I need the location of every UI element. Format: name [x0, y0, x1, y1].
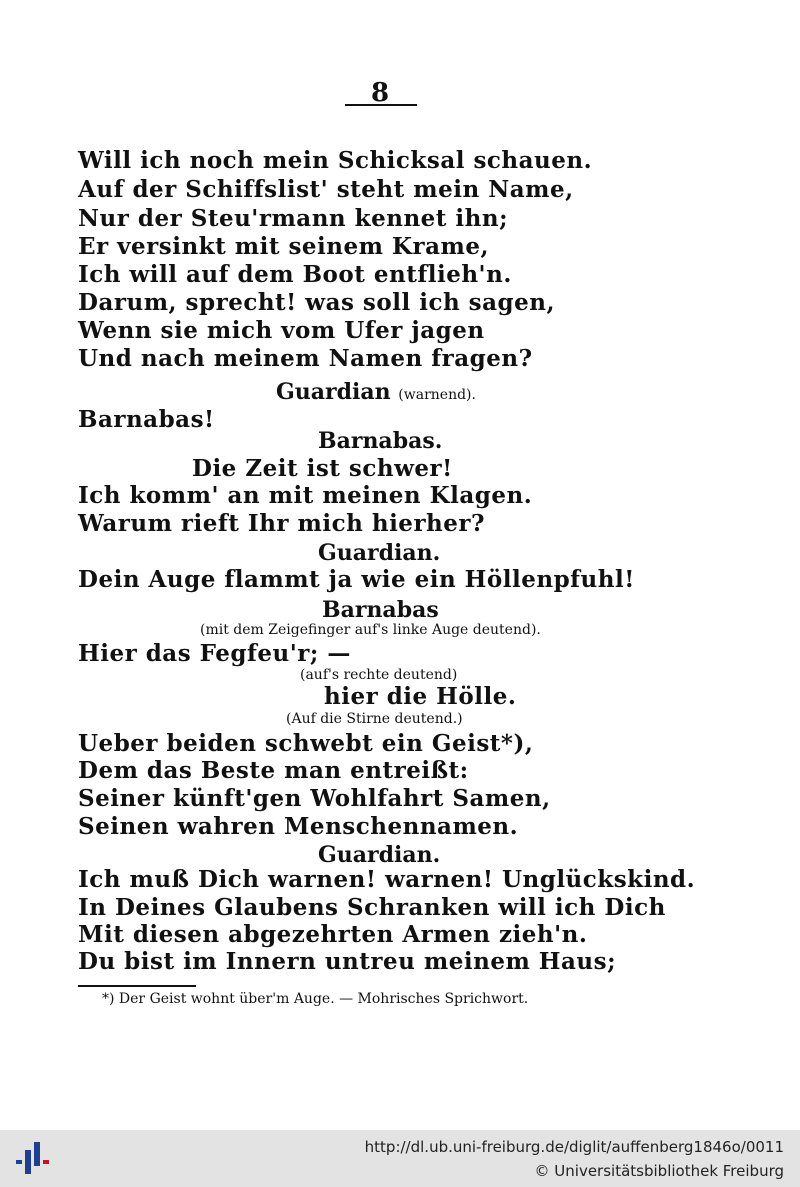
- verse-line: Die Zeit ist schwer!: [192, 455, 453, 482]
- verse-line: Wenn sie mich vom Ufer jagen: [78, 317, 485, 344]
- verse-line: Und nach meinem Namen fragen?: [78, 345, 533, 372]
- speaker-name: Guardian: [276, 379, 391, 405]
- verse-line: Dem das Beste man entreißt:: [78, 757, 469, 784]
- verse-line: Dein Auge flammt ja wie ein Höllenpfuhl!: [78, 566, 635, 593]
- verse-line: Du bist im Innern untreu meinem Haus;: [78, 948, 617, 975]
- page-number-rule: [345, 104, 417, 106]
- footnote: *) Der Geist wohnt über'm Auge. — Mohrisches Sprichwort.: [102, 991, 529, 1007]
- verse-line: Nur der Steu'rmann kennet ihn;: [78, 205, 509, 232]
- speaker-heading: Barnabas.: [318, 428, 443, 454]
- verse-line: In Deines Glaubens Schranken will ich Dich: [78, 894, 666, 921]
- verse-line: Mit diesen abgezehrten Armen zieh'n.: [78, 921, 588, 948]
- verse-line: Ueber beiden schwebt ein Geist*),: [78, 730, 534, 757]
- speaker-heading: [276, 378, 476, 406]
- speaker-heading: Guardian.: [318, 540, 441, 566]
- verse-line: Will ich noch mein Schicksal schauen.: [78, 147, 593, 174]
- speaker-heading: Guardian.: [318, 842, 441, 868]
- verse-line: hier die Hölle.: [324, 683, 517, 710]
- verse-line: Hier das Fegfeu'r; —: [78, 640, 351, 667]
- stage-direction: (Auf die Stirne deutend.): [286, 711, 463, 727]
- verse-line: Seinen wahren Menschennamen.: [78, 813, 519, 840]
- verse-line: Ich muß Dich warnen! warnen! Unglückskind.: [78, 866, 696, 893]
- verse-line: Barnabas!: [78, 406, 215, 433]
- footer-bar: [0, 1130, 800, 1187]
- verse-line: Ich komm' an mit meinen Klagen.: [78, 482, 533, 509]
- speaker-heading: Barnabas: [322, 597, 439, 623]
- copyright-text: © Universitätsbibliothek Freiburg: [534, 1162, 784, 1180]
- verse-line: Warum rieft Ihr mich hierher?: [78, 510, 486, 537]
- verse-line: Darum, sprecht! was soll ich sagen,: [78, 289, 555, 316]
- verse-line: Ich will auf dem Boot entflieh'n.: [78, 261, 512, 288]
- verse-line: Er versinkt mit seinem Krame,: [78, 233, 489, 260]
- permalink-url[interactable]: http://dl.ub.uni-freiburg.de/diglit/auffenberg1846o/0011: [364, 1138, 784, 1156]
- verse-line: Seiner künft'gen Wohlfahrt Samen,: [78, 785, 551, 812]
- verse-line: Auf der Schiffslist' steht mein Name,: [78, 176, 574, 203]
- stage-direction: (auf's rechte deutend): [300, 667, 458, 683]
- footnote-rule: [78, 985, 196, 987]
- page-number: 8: [370, 78, 390, 108]
- stage-direction: (warnend).: [398, 387, 476, 403]
- library-logo-icon: [12, 1138, 52, 1178]
- stage-direction: (mit dem Zeigefinger auf's linke Auge deutend).: [200, 622, 541, 638]
